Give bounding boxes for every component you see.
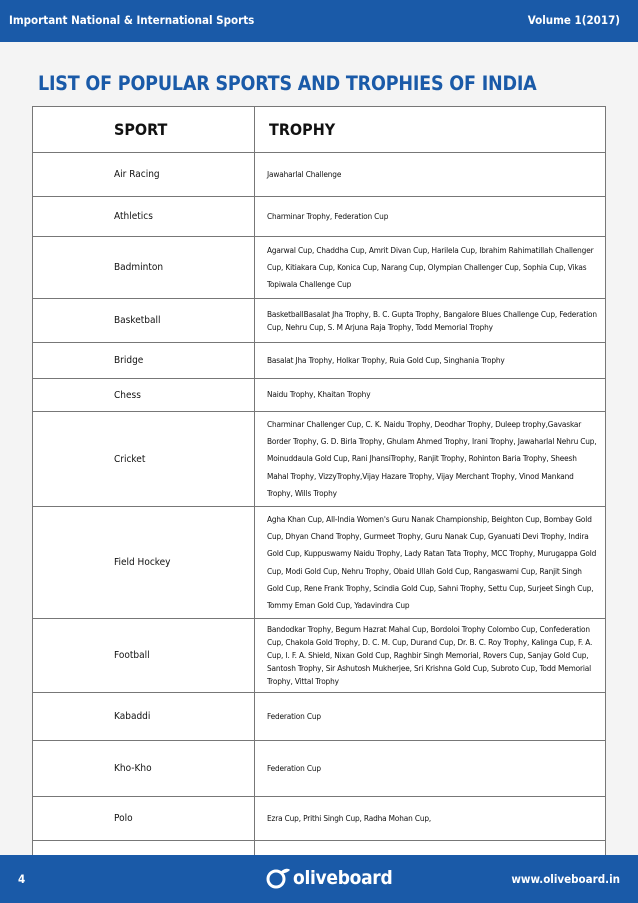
- column-header-sport: SPORT: [33, 107, 255, 153]
- trophy-cell: Jawaharlal Challenge: [255, 153, 606, 197]
- page-number: 4: [18, 872, 26, 886]
- table-row: [33, 412, 606, 507]
- sport-cell: Air Racing: [33, 153, 255, 197]
- page-title: LIST OF POPULAR SPORTS AND TROPHIES OF INDIA: [38, 72, 537, 95]
- trophy-cell: Federation Cup: [255, 741, 606, 797]
- sports-trophies-table: [32, 106, 606, 885]
- brand-name: oliveboard: [293, 867, 393, 889]
- sport-cell: Polo: [33, 797, 255, 841]
- sport-cell: Kabaddi: [33, 693, 255, 741]
- table-row: [33, 693, 606, 741]
- trophy-cell: Basalat Jha Trophy, Holkar Trophy, Ruia Gold Cup, Singhania Trophy: [255, 343, 606, 379]
- trophy-cell: Agarwal Cup, Chaddha Cup, Amrit Divan Cup, Harilela Cup, Ibrahim Rahimatillah Challenger Cup, Kitiakara Cup, Konica Cup, Narang Cup, Olympian Challenger Cup, Sophia Cup, Vikas Topiwala Challenge Cup: [255, 237, 606, 299]
- sport-cell: Bridge: [33, 343, 255, 379]
- trophy-cell: Charminar Trophy, Federation Cup: [255, 197, 606, 237]
- oliveboard-logo: [265, 867, 392, 889]
- trophy-cell: Federation Cup: [255, 693, 606, 741]
- trophy-cell: Agha Khan Cup, All-India Women's Guru Nanak Championship, Beighton Cup, Bombay Gold Cup, Dhyan Chand Trophy, Gurmeet Trophy, Guru Nanak Cup, Gyanuati Devi Trophy, Indira Gold Cup, Kuppuswamy Naidu Trophy, Lady Ratan Tata Trophy, MCC Trophy, Murugappa Gold Cup, Modi Gold Cup, Nehru Trophy, Obaid Ullah Gold Cup, Rangaswami Cup, Ranjit Singh Gold Cup, Rene Frank Trophy, Scindia Gold Cup, Sahni Trophy, Settu Cup, Surjeet Singh Cup, Tommy Eman Gold Cup, Yadavindra Cup: [255, 507, 606, 619]
- table-row: [33, 741, 606, 797]
- volume-label: Volume 1(2017): [527, 13, 620, 27]
- trophy-cell: Bandodkar Trophy, Begum Hazrat Mahal Cup, Bordoloi Trophy Colombo Cup, Confederation Cup, Chakola Gold Trophy, D. C. M. Cup, Durand Cup, Dr. B. C. Roy Trophy, Kalinga Cup, F. A. Cup, I. F. A. Shield, Nixan Gold Cup, Raghbir Singh Memorial, Rovers Cup, Sanjay Gold Cup, Santosh Trophy, Sir Ashutosh Mukherjee, Sri Krishna Gold Cup, Subroto Cup, Todd Memorial Trophy, Vittal Trophy: [255, 619, 606, 693]
- table-row: [33, 237, 606, 299]
- column-header-trophy: TROPHY: [255, 107, 606, 153]
- trophy-cell: Naidu Trophy, Khaitan Trophy: [255, 379, 606, 412]
- table-row: [33, 343, 606, 379]
- table-header-row: [33, 107, 606, 153]
- sport-cell: Basketball: [33, 299, 255, 343]
- header-bar: [0, 0, 638, 42]
- trophy-cell: Ezra Cup, Prithi Singh Cup, Radha Mohan Cup,: [255, 797, 606, 841]
- sport-cell: Field Hockey: [33, 507, 255, 619]
- sport-cell: Badminton: [33, 237, 255, 299]
- trophy-cell: BasketballBasalat Jha Trophy, B. C. Gupta Trophy, Bangalore Blues Challenge Cup, Federation Cup, Nehru Cup, S. M Arjuna Raja Trophy, Todd Memorial Trophy: [255, 299, 606, 343]
- website-url: www.oliveboard.in: [511, 872, 620, 886]
- table-row: [33, 797, 606, 841]
- table-row: [33, 299, 606, 343]
- table-row: [33, 379, 606, 412]
- table-row: [33, 153, 606, 197]
- trophy-cell: Charminar Challenger Cup, C. K. Naidu Trophy, Deodhar Trophy, Duleep trophy,Gavaskar Border Trophy, G. D. Birla Trophy, Ghulam Ahmed Trophy, Irani Trophy, Jawaharlal Nehru Cup, Moinuddaula Gold Cup, Rani JhansiTrophy, Ranjit Trophy, Rohinton Baria Trophy, Sheesh Mahal Trophy, VizzyTrophy,Vijay Hazare Trophy, Vijay Merchant Trophy, Vinod Mankand Trophy, Wills Trophy: [255, 412, 606, 507]
- table-row: [33, 507, 606, 619]
- sport-cell: Chess: [33, 379, 255, 412]
- header-title: Important National & International Sports: [9, 13, 255, 27]
- sport-cell: Athletics: [33, 197, 255, 237]
- olive-leaf-icon: [265, 867, 291, 889]
- table-row: [33, 197, 606, 237]
- footer-bar: [0, 855, 638, 903]
- table-row: [33, 619, 606, 693]
- sport-cell: Cricket: [33, 412, 255, 507]
- sport-cell: Kho-Kho: [33, 741, 255, 797]
- sport-cell: Football: [33, 619, 255, 693]
